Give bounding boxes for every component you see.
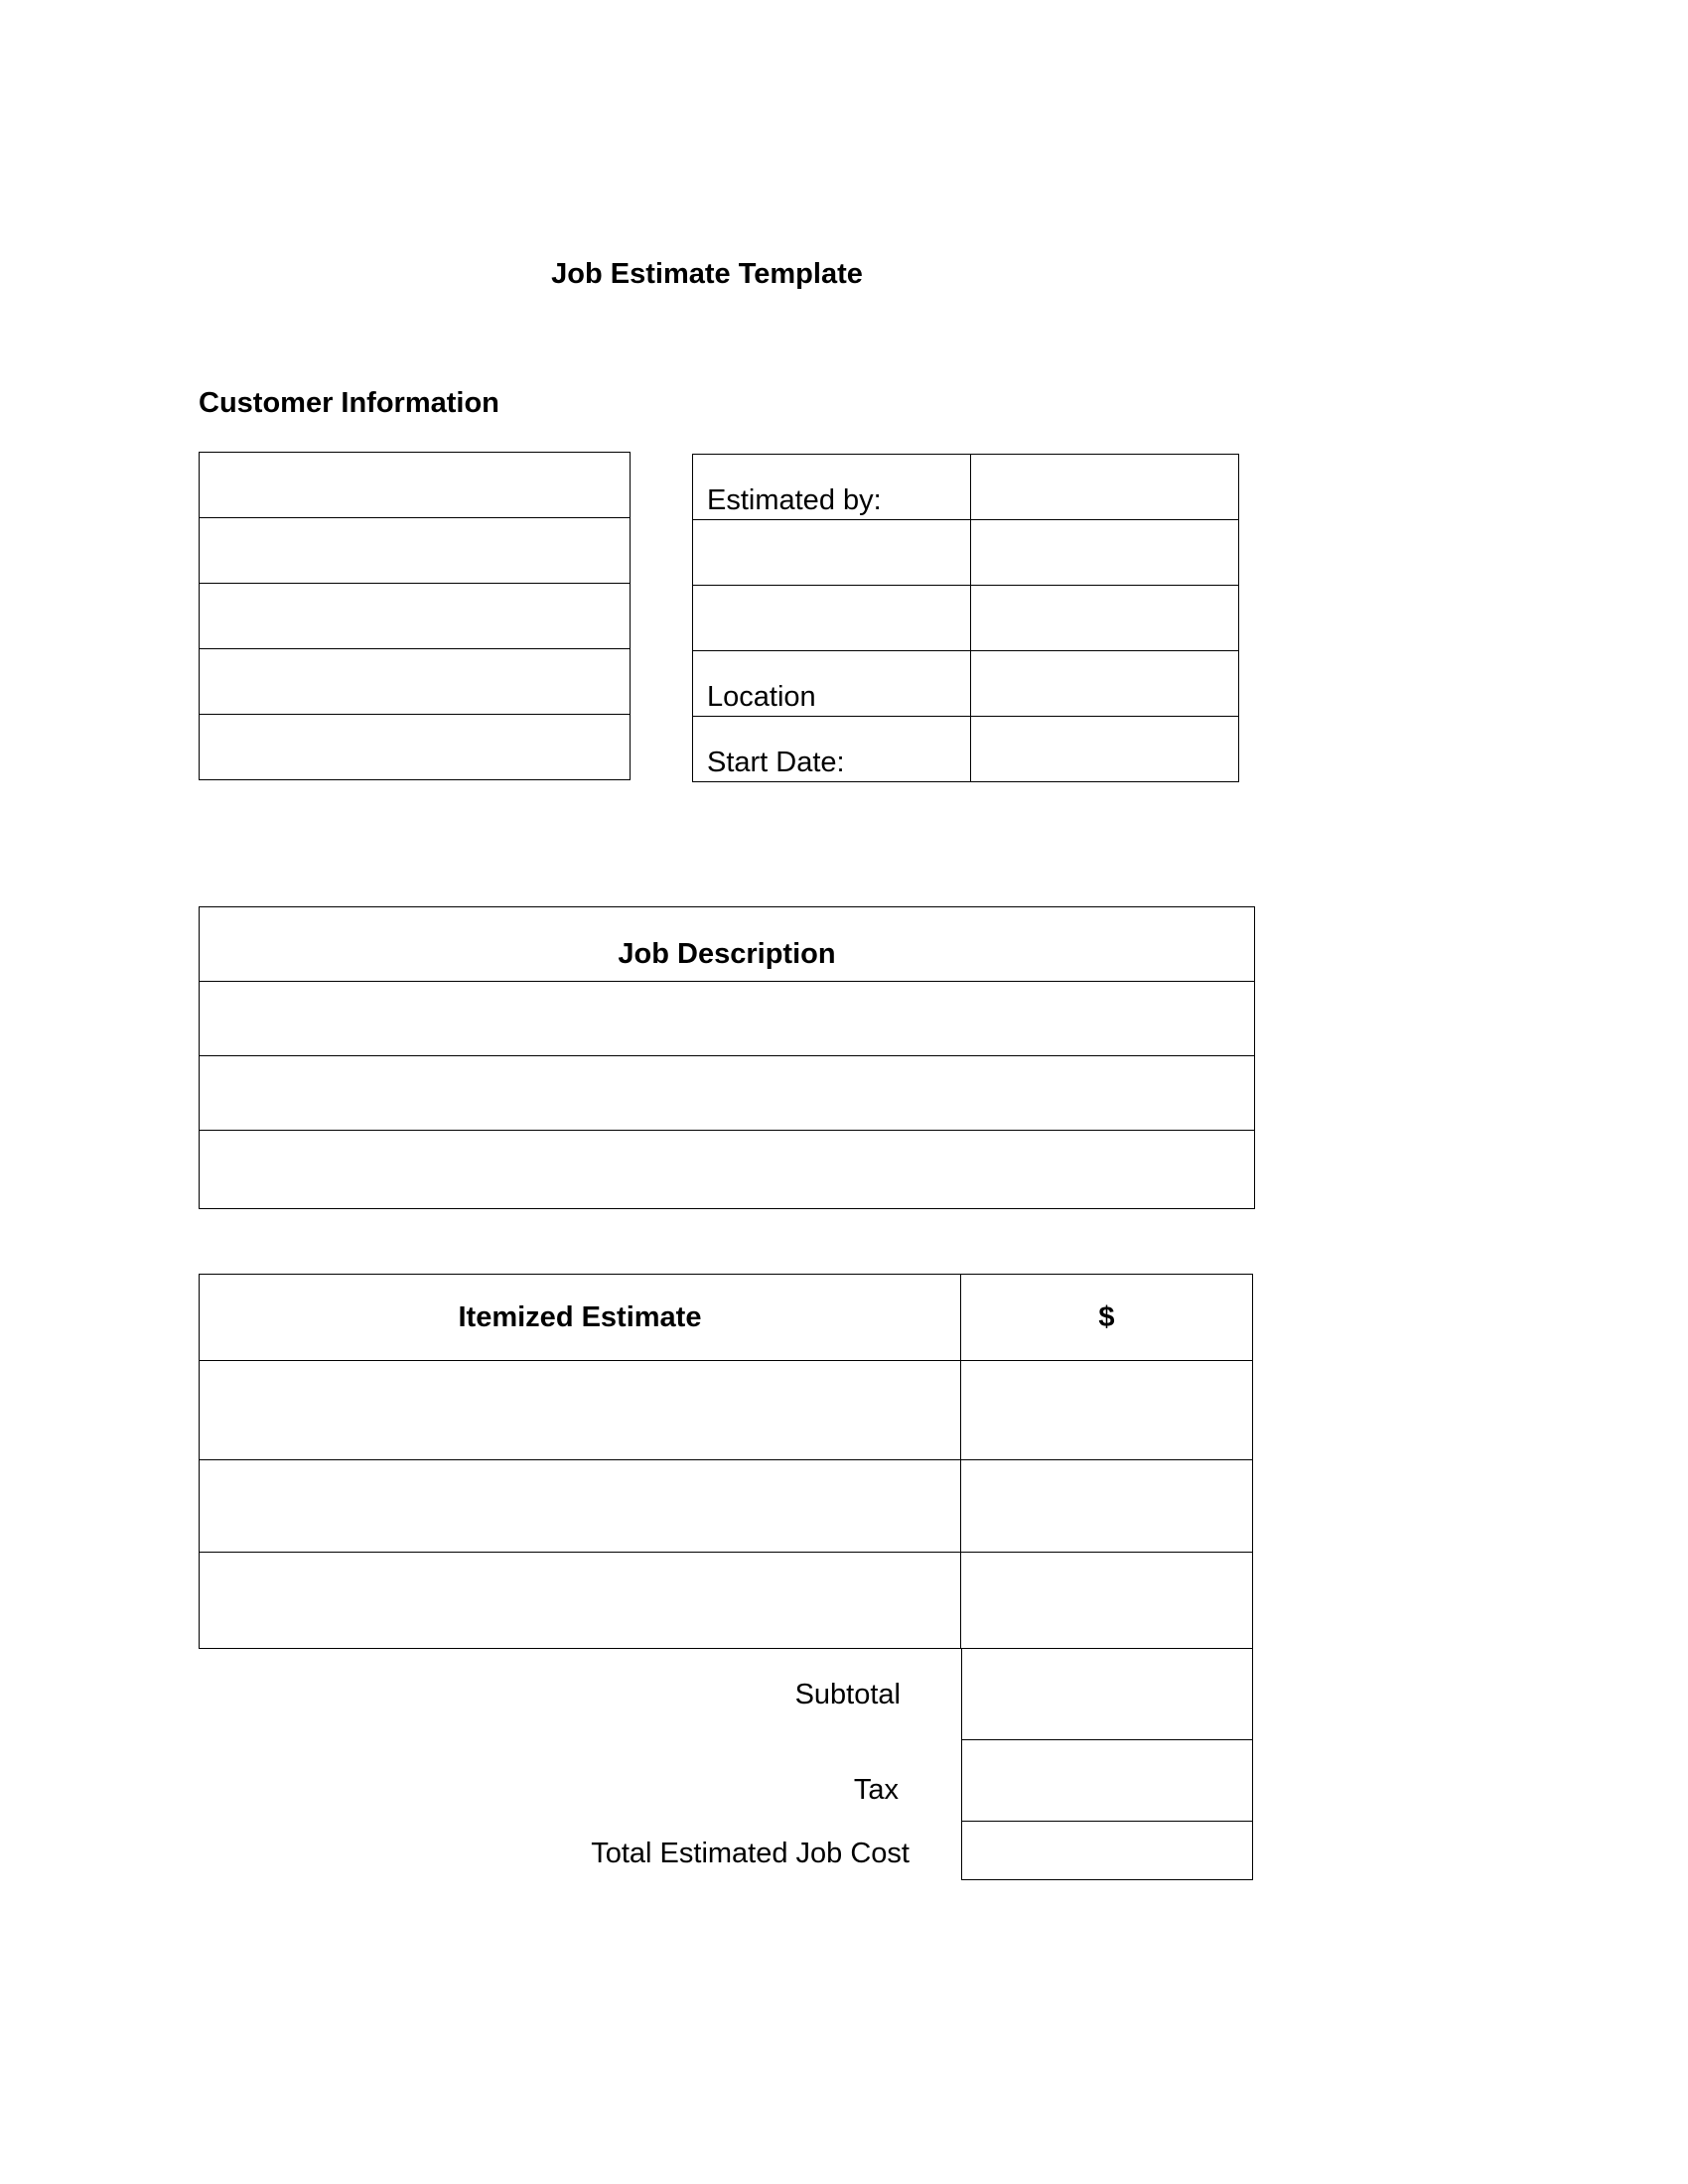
item-description-3[interactable] [200,1553,961,1649]
start-date-label: Start Date: [693,717,971,782]
start-date-field[interactable] [971,717,1239,782]
job-description-line-1[interactable] [200,982,1255,1056]
estimated-by-field[interactable] [971,455,1239,520]
customer-field-1[interactable] [200,453,631,518]
item-description-1[interactable] [200,1361,961,1460]
customer-field-3[interactable] [200,584,631,649]
job-description-heading: Job Description [200,907,1255,982]
total-estimated-job-cost-field[interactable] [961,1821,1253,1880]
item-amount-2[interactable] [961,1460,1253,1553]
detail-field-3[interactable] [971,586,1239,651]
customer-information-table [199,452,631,780]
customer-information-heading: Customer Information [199,387,499,419]
total-estimated-job-cost-label: Total Estimated Job Cost [591,1838,910,1869]
itemized-estimate-heading: Itemized Estimate [200,1275,961,1361]
itemized-estimate-table [199,1274,1253,1649]
subtotal-field[interactable] [961,1649,1253,1740]
location-field[interactable] [971,651,1239,717]
subtotal-label: Subtotal [794,1679,901,1710]
tax-label: Tax [853,1774,899,1806]
detail-field-2[interactable] [971,520,1239,586]
location-label: Location [693,651,971,717]
document-title: Job Estimate Template [551,258,863,290]
customer-field-2[interactable] [200,518,631,584]
item-description-2[interactable] [200,1460,961,1553]
item-amount-1[interactable] [961,1361,1253,1460]
tax-field[interactable] [961,1739,1253,1822]
job-description-line-3[interactable] [200,1131,1255,1209]
estimated-by-label: Estimated by: [693,455,971,520]
customer-field-4[interactable] [200,649,631,715]
customer-field-5[interactable] [200,715,631,780]
job-description-table [199,906,1255,1209]
amount-heading: $ [961,1275,1253,1361]
detail-label-2 [693,520,971,586]
item-amount-3[interactable] [961,1553,1253,1649]
detail-label-3 [693,586,971,651]
estimate-details-table [692,454,1239,782]
job-description-line-2[interactable] [200,1056,1255,1131]
